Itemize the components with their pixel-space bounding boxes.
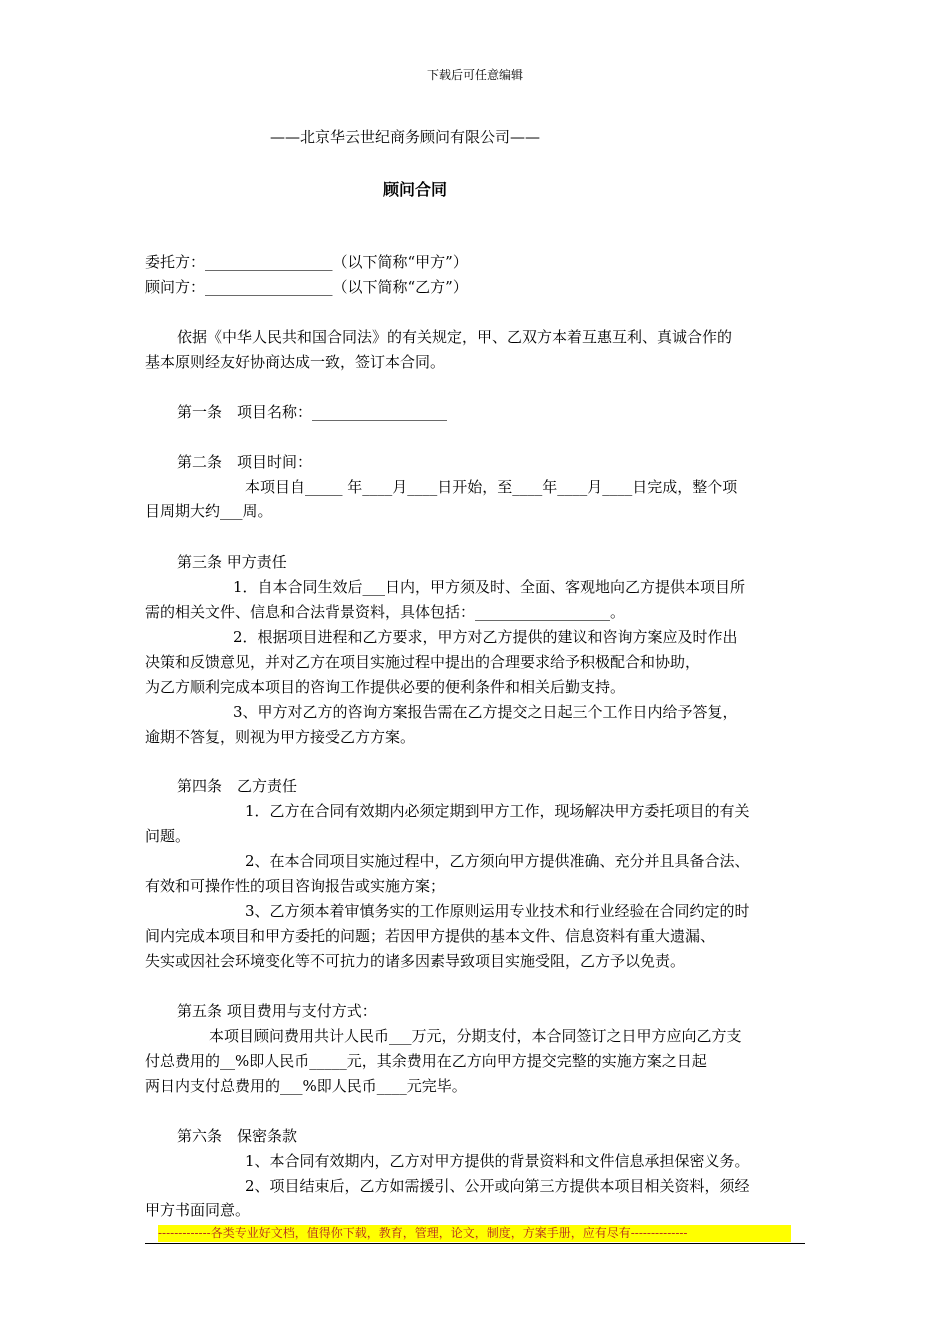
article-3-item-3-line-2: 逾期不答复，则视为甲方接受乙方方案。 bbox=[145, 728, 416, 746]
article-3-item-3-line-1: 3、甲方对乙方的咨询方案报告需在乙方提交之日起三个工作日内给予答复， bbox=[233, 703, 738, 721]
article-6-item-2-line-2: 甲方书面同意。 bbox=[145, 1201, 251, 1219]
article-4-item-2-line-1: 2、在本合同项目实施过程中，乙方须向甲方提供准确、充分并且具备合法、 bbox=[245, 852, 750, 870]
article-4-item-3-line-2: 间内完成本项目和甲方委托的问题；若因甲方提供的基本文件、信息资料有重大遗漏、 bbox=[145, 927, 716, 945]
preamble-line-2: 基本原则经友好协商达成一致，签订本合同。 bbox=[145, 353, 446, 371]
article-3-item-1-line-2: 需的相关文件、信息和合法背景资料，具体包括：__________________。 bbox=[145, 603, 626, 621]
article-3-item-2-line-2: 决策和反馈意见，并对乙方在项目实施过程中提出的合理要求给予积极配合和协助， bbox=[145, 653, 701, 671]
company-name: ——北京华云世纪商务顾问有限公司—— bbox=[270, 128, 541, 146]
preamble-line-1: 依据《中华人民共和国合同法》的有关规定，甲、乙双方本着互惠互利、真诚合作的 bbox=[177, 328, 733, 346]
article-1-heading: 第一条 项目名称：__________________ bbox=[177, 403, 448, 421]
footer-divider bbox=[145, 1243, 805, 1244]
article-5-line-1: 本项目顾问费用共计人民币___万元，分期支付，本合同签订之日甲方应向乙方支 bbox=[209, 1027, 742, 1045]
contract-title: 顾问合同 bbox=[383, 180, 448, 199]
consultant-party-line: 顾问方：_________________（以下简称“乙方”） bbox=[145, 278, 468, 296]
article-3-item-2-line-1: 2．根据项目进程和乙方要求，甲方对乙方提供的建议和咨询方案应及时作出 bbox=[233, 628, 738, 646]
article-5-heading: 第五条 项目费用与支付方式： bbox=[177, 1002, 377, 1020]
article-4-item-3-line-3: 失实或因社会环境变化等不可抗力的诸多因素导致项目实施受阻，乙方予以免责。 bbox=[145, 952, 686, 970]
article-4-item-2-line-2: 有效和可操作性的项目咨询报告或实施方案； bbox=[145, 877, 446, 895]
client-party-line: 委托方：_________________（以下简称“甲方”） bbox=[145, 253, 468, 271]
article-4-item-1-line-1: 1．乙方在合同有效期内必须定期到甲方工作，现场解决甲方委托项目的有关 bbox=[245, 802, 750, 820]
article-5-line-3: 两日内支付总费用的___%即人民币____元完毕。 bbox=[145, 1077, 467, 1095]
footer-banner: -------------各类专业好文档，值得你下载，教育，管理，论文，制度，方案手册，应有尽有-------------- bbox=[158, 1225, 791, 1242]
article-2-line-1: 本项目自_____ 年____月____日开始，至____年____月____日完成，整个项 bbox=[245, 478, 738, 496]
article-4-heading: 第四条 乙方责任 bbox=[177, 777, 298, 795]
article-4-item-1-line-2: 问题。 bbox=[145, 827, 191, 845]
header-note: 下载后可任意编辑 bbox=[426, 68, 523, 82]
article-3-heading: 第三条 甲方责任 bbox=[177, 553, 287, 571]
article-4-item-3-line-1: 3、乙方须本着审慎务实的工作原则运用专业技术和行业经验在合同约定的时 bbox=[245, 902, 750, 920]
article-6-heading: 第六条 保密条款 bbox=[177, 1127, 298, 1145]
article-6-item-2-line-1: 2、项目结束后，乙方如需援引、公开或向第三方提供本项目相关资料，须经 bbox=[245, 1177, 750, 1195]
article-2-heading: 第二条 项目时间： bbox=[177, 453, 313, 471]
article-5-line-2: 付总费用的__%即人民币_____元，其余费用在乙方向甲方提交完整的实施方案之日起 bbox=[145, 1052, 707, 1070]
article-2-line-2: 目周期大约___周。 bbox=[145, 502, 273, 520]
article-6-item-1: 1、本合同有效期内，乙方对甲方提供的背景资料和文件信息承担保密义务。 bbox=[245, 1152, 750, 1170]
article-3-item-2-line-3: 为乙方顺利完成本项目的咨询工作提供必要的便利条件和相关后勤支持。 bbox=[145, 678, 626, 696]
article-3-item-1-line-1: 1．自本合同生效后___日内，甲方须及时、全面、客观地向乙方提供本项目所 bbox=[233, 578, 746, 596]
